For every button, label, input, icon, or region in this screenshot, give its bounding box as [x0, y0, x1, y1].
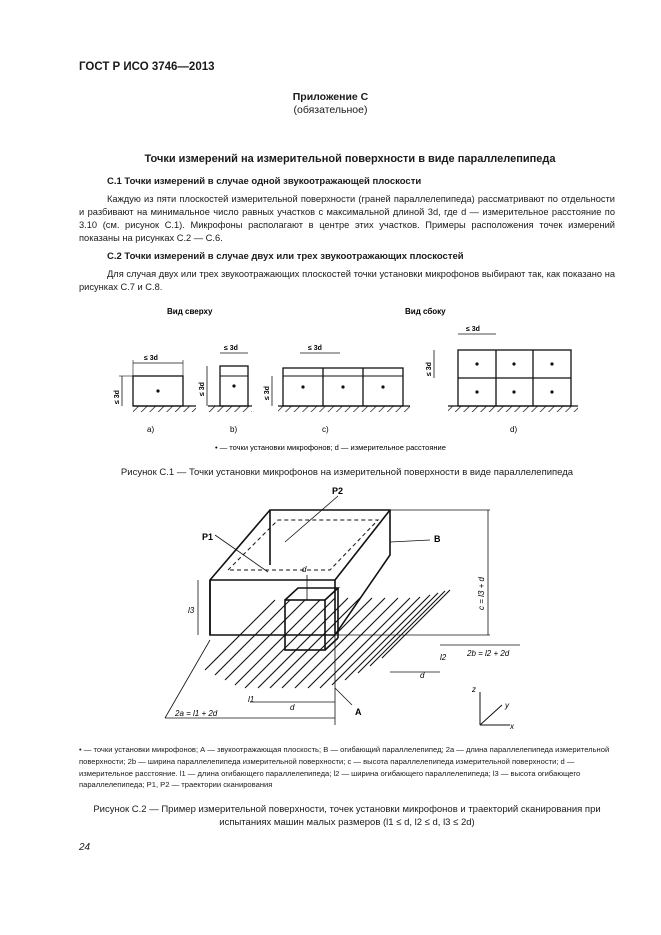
label-c-eq: c = l3 + d: [477, 577, 486, 610]
panel-b: [199, 345, 252, 434]
panel-d: [426, 326, 578, 434]
label-b-eq: 2b = l2 + 2d: [467, 649, 510, 658]
subsection-c1-heading: С.1 Точки измерений в случае одной звукоотражающей плоскости: [107, 176, 422, 187]
panel-c: [264, 345, 410, 434]
label-d-top: d: [302, 565, 307, 574]
dim-c-top: ≤ 3d: [308, 345, 322, 352]
dim-d-top: ≤ 3d: [466, 326, 480, 333]
label-p1: P1: [202, 532, 214, 542]
label-l1: l1: [248, 695, 255, 704]
dim-b-side: ≤ 3d: [199, 382, 206, 396]
view-side-label: Вид сбоку: [405, 307, 446, 316]
document-id: ГОСТ Р ИСО 3746—2013: [79, 61, 215, 73]
axis-z-label: z: [472, 685, 476, 694]
subsection-c1-text: [79, 193, 615, 245]
label-l3: l3: [188, 606, 195, 615]
subsection-c2-paragraph: Для случая двух или трех звукоотражающих плоскостей точки установки микрофонов выбирают так, как показано на рисунках С.7 и С.8.: [79, 269, 615, 292]
dim-c-side: ≤ 3d: [264, 386, 271, 400]
dim-d-side: ≤ 3d: [426, 362, 433, 376]
figure2-legend: • — точки установки микрофонов; А — звукоотражающая плоскость; В — огибающий параллелепипед; 2а — длина параллелепипеда измерительной поверхности; 2b — ширина параллелепипеда измерительной поверхности; с — высота параллелепипеда измерительной поверхности; d — измерительное расстояние. l1 — длина огибающего параллелепипеда; l2 — ширина огибающего параллелепипеда; l3 — высота огибающего параллелепипеда; Р1, Р2 — траектории сканирования: [79, 745, 610, 790]
view-top-label: Вид сверху: [167, 307, 213, 316]
page-number: 24: [79, 842, 91, 853]
trajectory-p2: [228, 520, 378, 570]
figure-c2: [150, 480, 530, 730]
dim-a-top: ≤ 3d: [144, 355, 158, 362]
subsection-c1-paragraph: Каждую из пяти плоскостей измерительной поверхности (граней параллелепипеда) рассматривают по отдельности и разбивают на минимальное число равных участков с максимальной длиной 3d, где d — измерительное расстояние по 3.10 (см. рисунок С.1). Микрофоны располагают в центре этих участков. Примеры расположения точек измерений показаны на рисунках С.2 — С.6.: [79, 194, 615, 243]
dim-b-top: ≤ 3d: [224, 345, 238, 352]
axis-x-label: x: [510, 722, 514, 730]
panel-a-label: a): [147, 425, 155, 434]
label-a-eq: 2a = l1 + 2d: [175, 709, 218, 718]
figure1-legend: • — точки установки микрофонов; d — измерительное расстояние: [215, 443, 446, 452]
subsection-c2-heading: С.2 Точки измерений в случае двух или трех звукоотражающих плоскостей: [107, 251, 464, 262]
section-title: Точки измерений на измерительной поверхности в виде параллелепипеда: [144, 153, 556, 165]
figure-c1: [100, 300, 590, 460]
subsection-c2-text: [79, 268, 615, 294]
label-b: B: [434, 534, 441, 544]
figure1-caption: Рисунок С.1 — Точки установки микрофонов на измерительной поверхности в виде параллелепипеда: [120, 467, 574, 478]
label-d-right: d: [420, 671, 425, 680]
annex-status: (обязательное): [293, 104, 368, 116]
label-p2: P2: [332, 486, 344, 496]
figure2-caption: Рисунок С.2 — Пример измерительной поверхности, точек установки микрофонов и траекторий сканирования при испытаниях машин малых размеров (l1 ≤ d, l2 ≤ d, l3 ≤ 2d): [93, 804, 601, 828]
dim-a-side: ≤ 3d: [114, 390, 121, 404]
label-l2: l2: [440, 653, 447, 662]
reflecting-plane-hatch: [205, 590, 450, 688]
panel-c-label: c): [322, 425, 329, 434]
panel-a: [114, 355, 196, 434]
annex-title: Приложение С: [292, 91, 369, 103]
axis-y-label: y: [505, 701, 509, 710]
panel-b-label: b): [230, 425, 238, 434]
label-d-bottom: d: [290, 703, 295, 712]
label-a: A: [355, 707, 362, 717]
panel-d-label: d): [510, 425, 518, 434]
dimension-lines: [165, 510, 520, 725]
